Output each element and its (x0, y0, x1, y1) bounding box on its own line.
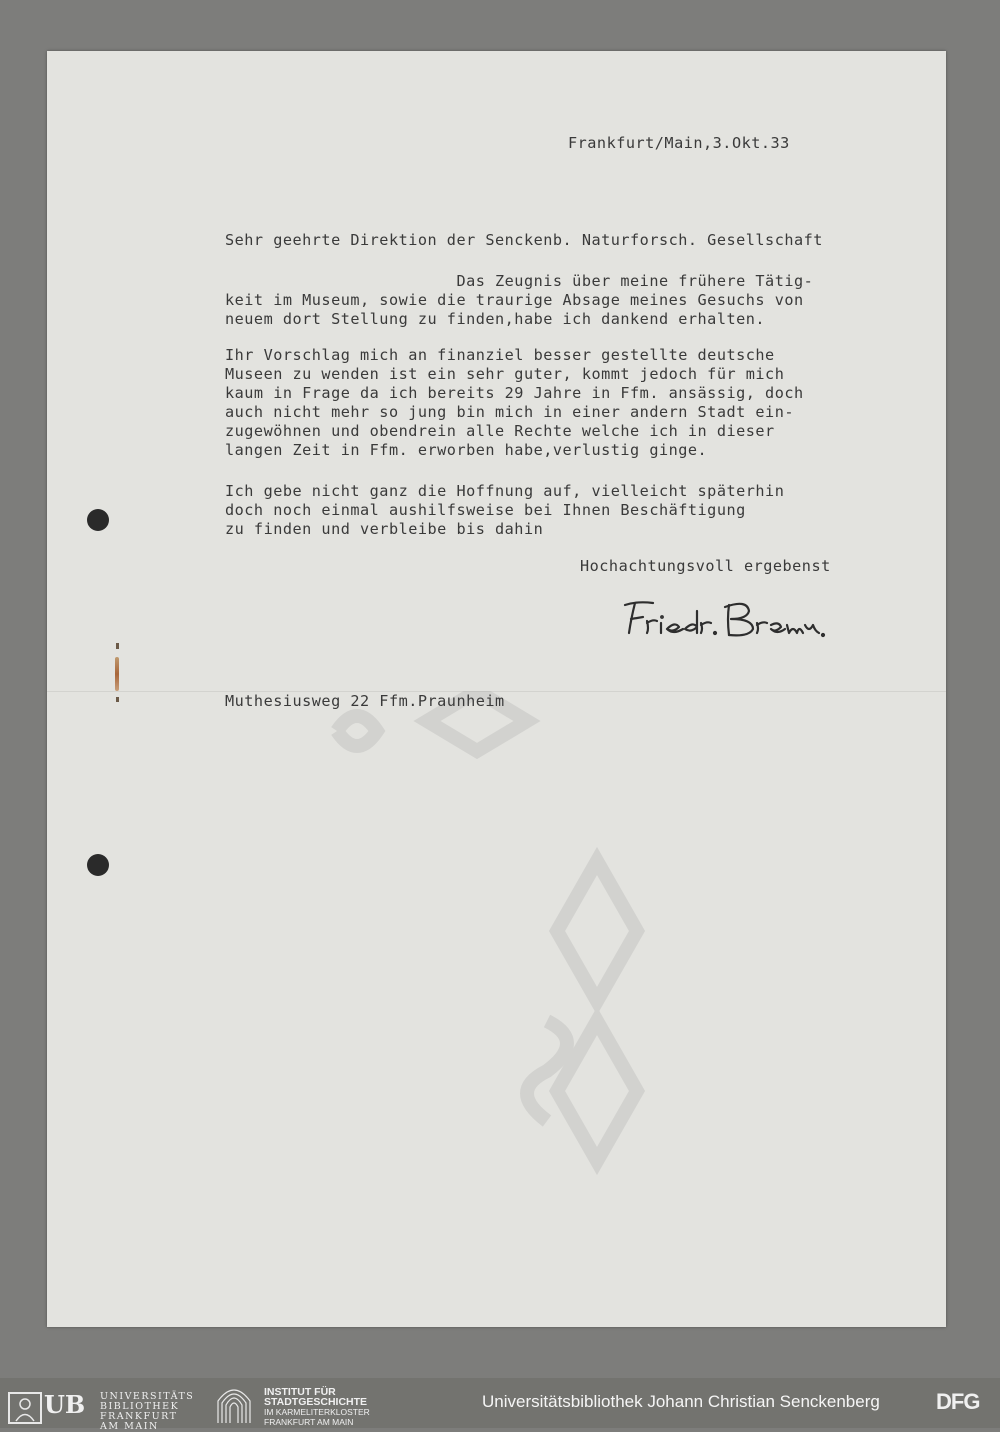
letter-page (47, 51, 946, 1327)
institut-line: IM KARMELITERKLOSTER (264, 1407, 370, 1417)
institut-text (264, 1387, 370, 1427)
text-line: kaum in Frage da ich bereits 29 Jahre in Ffm. ansässig, doch (225, 384, 804, 402)
staple-mark (116, 643, 119, 649)
ub-line: BIBLIOTHEK (100, 1401, 180, 1412)
text-line: langen Zeit in Ffm. erworben habe,verlustig ginge. (225, 441, 708, 459)
ub-logo-letters: UB (44, 1390, 86, 1419)
text-line: Das Zeugnis über meine frühere Tätig- (225, 272, 814, 290)
text-line: keit im Museum, sowie die traurige Absage meines Gesuchs von (225, 291, 804, 309)
letter-date: Frankfurt/Main,3.Okt.33 (568, 134, 790, 152)
text-line: zu finden und verbleibe bis dahin (225, 520, 544, 538)
dfg-logo: DFG (936, 1389, 980, 1414)
letter-paragraph-2 (225, 346, 804, 460)
footer-title: Universitätsbibliothek Johann Christian Senckenberg (482, 1392, 880, 1411)
institut-line: STADTGESCHICHTE (264, 1396, 368, 1408)
faded-stamp-watermark (297, 691, 657, 1211)
ub-logo (8, 1386, 198, 1432)
sender-address: Muthesiusweg 22 Ffm.Praunheim (225, 692, 505, 710)
ub-line: UNIVERSITÄTS (100, 1391, 195, 1402)
institut-line: FRANKFURT AM MAIN (264, 1417, 354, 1427)
letter-salutation: Sehr geehrte Direktion der Senckenb. Naturforsch. Gesellschaft (225, 231, 823, 249)
punch-hole (87, 509, 109, 531)
footer-bar (0, 1378, 1000, 1432)
arch-icon (216, 1385, 252, 1423)
portrait-icon (8, 1392, 42, 1424)
text-line: doch noch einmal aushilfsweise bei Ihnen Beschäftigung (225, 501, 746, 519)
letter-paragraph-3 (225, 482, 784, 539)
text-line: Ich gebe nicht ganz die Hoffnung auf, vielleicht späterhin (225, 482, 785, 500)
letter-paragraph-1 (225, 272, 813, 329)
text-line: zugewöhnen und obendrein alle Rechte welche ich in dieser (225, 422, 775, 440)
rust-stain (115, 657, 119, 691)
institut-line: INSTITUT FÜR (264, 1386, 336, 1398)
ub-logo-text (100, 1392, 198, 1432)
letter-closing: Hochachtungsvoll ergebenst (580, 557, 831, 575)
text-line: neuem dort Stellung zu finden,habe ich dankend erhalten. (225, 310, 766, 328)
punch-hole (87, 854, 109, 876)
handwritten-signature (617, 593, 827, 643)
ub-line: FRANKFURT AM MAIN (100, 1411, 178, 1432)
staple-mark (116, 697, 119, 702)
institut-logo (216, 1385, 416, 1425)
text-line: Museen zu wenden ist ein sehr guter, kommt jedoch für mich (225, 365, 785, 383)
text-line: auch nicht mehr so jung bin mich in einer andern Stadt ein- (225, 403, 794, 421)
text-line: Ihr Vorschlag mich an finanziel besser gestellte deutsche (225, 346, 775, 364)
